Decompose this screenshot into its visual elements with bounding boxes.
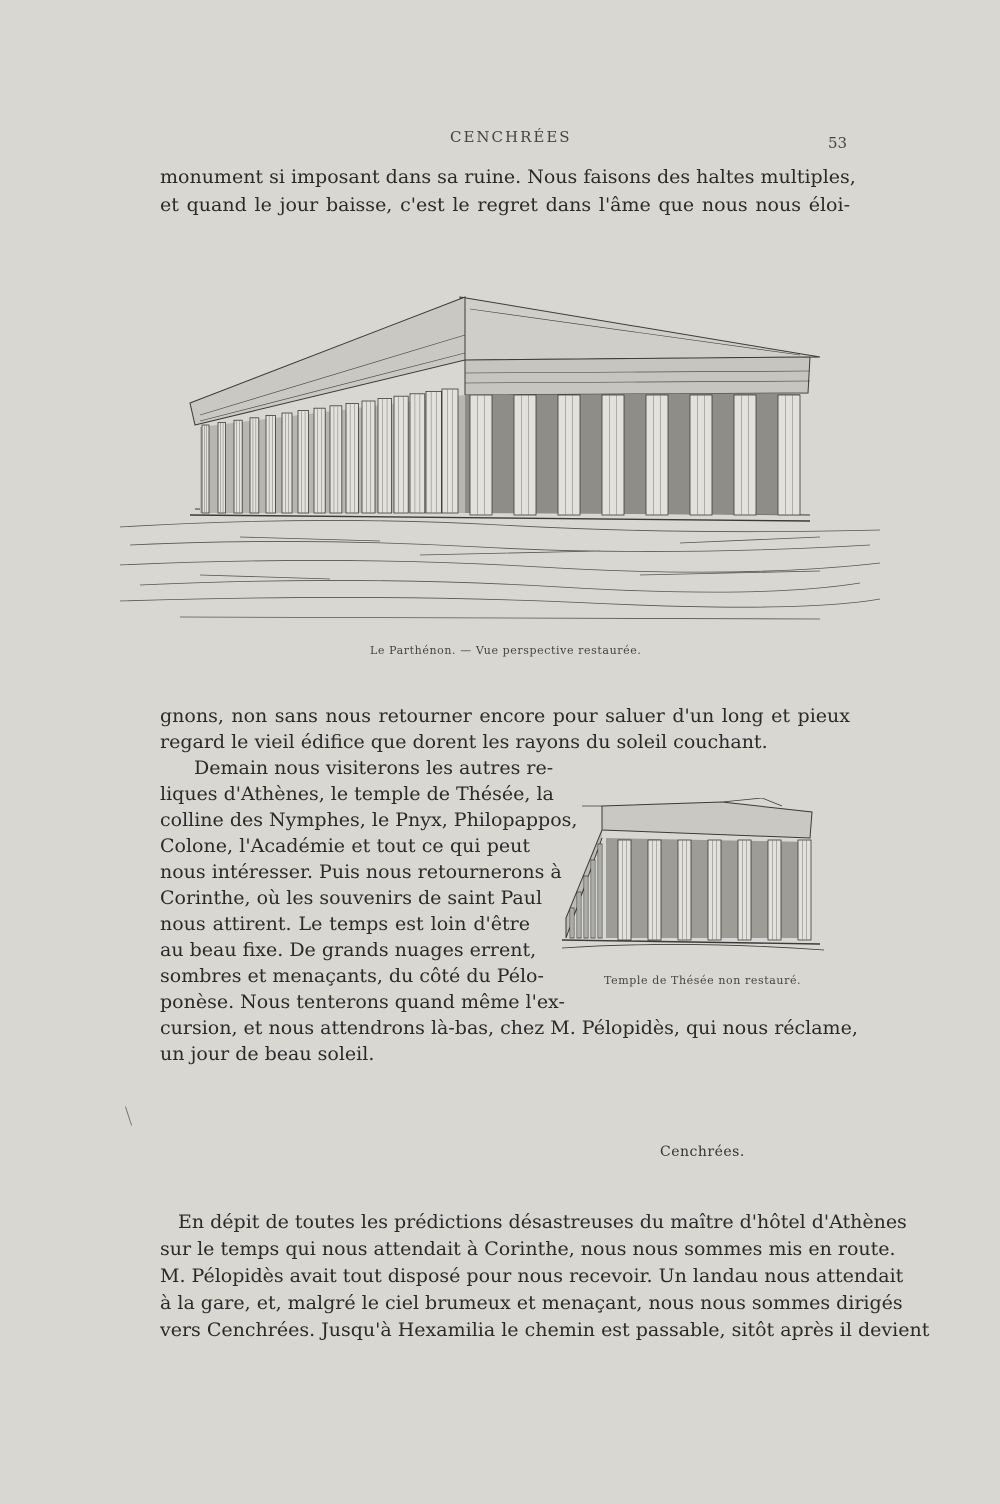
text-line: monument si imposant dans sa ruine. Nous faisons des haltes multiples,: [160, 166, 856, 188]
parthenon-column: [734, 395, 756, 515]
parthenon-column: [266, 415, 275, 513]
parthenon-column: [282, 413, 292, 513]
thesee-column: [798, 840, 811, 940]
text-line: En dépit de toutes les prédictions désastreuses du maître d'hôtel d'Athènes: [178, 1211, 907, 1233]
thesee-column: [591, 860, 595, 938]
figure-caption: Le Parthénon. — Vue perspective restaurée.: [370, 644, 642, 657]
text-line: Colone, l'Académie et tout ce qui peut: [160, 835, 530, 857]
parthenon-column: [558, 395, 580, 515]
page-number: 53: [828, 134, 848, 152]
thesee-column: [738, 840, 751, 940]
parthenon-column: [410, 394, 425, 513]
text-line: gnons, non sans nous retourner encore pour saluer d'un long et pieux: [160, 705, 850, 727]
text-line: M. Pélopidès avait tout disposé pour nous recevoir. Un landau nous attendait: [160, 1265, 904, 1287]
temple-thesee-illustration: [562, 798, 824, 956]
parthenon-column: [330, 406, 342, 513]
thesee-column: [708, 840, 721, 940]
text-line: nous attirent. Le temps est loin d'être: [160, 913, 530, 935]
text-line: liques d'Athènes, le temple de Thésée, la: [160, 783, 554, 805]
text-line: regard le vieil édifice que dorent les rayons du soleil couchant.: [160, 731, 768, 753]
parthenon-column: [218, 423, 226, 513]
parthenon-column: [646, 395, 668, 515]
thesee-column: [577, 892, 581, 938]
parthenon-column: [234, 420, 242, 513]
text-line: et quand le jour baisse, c'est le regret dans l'âme que nous nous éloi-: [160, 194, 850, 216]
thesee-column: [598, 844, 602, 938]
parthenon-column: [778, 395, 800, 515]
parthenon-illustration: [120, 245, 880, 635]
text-line: colline des Nymphes, le Pnyx, Philopappos,: [160, 809, 578, 831]
text-line: au beau fixe. De grands nuages errent,: [160, 939, 537, 961]
thesee-column: [768, 840, 781, 940]
thesee-column: [678, 840, 691, 940]
parthenon-column: [514, 395, 536, 515]
parthenon-column: [314, 408, 325, 513]
thesee-column: [648, 840, 661, 940]
stray-mark: [125, 1106, 132, 1125]
text-line: vers Cenchrées. Jusqu'à Hexamilia le chemin est passable, sitôt après il devient: [160, 1319, 930, 1341]
text-line: cursion, et nous attendrons là-bas, chez M. Pélopidès, qui nous réclame,: [160, 1017, 858, 1039]
thesee-column: [570, 908, 574, 938]
parthenon-column: [394, 396, 408, 513]
thesee-column: [584, 876, 588, 938]
thesee-column: [618, 840, 631, 940]
parthenon-column: [202, 425, 209, 513]
text-line: nous intéresser. Puis nous retournerons à: [160, 861, 562, 883]
parthenon-column: [346, 403, 358, 513]
text-line: sur le temps qui nous attendait à Corinthe, nous nous sommes mis en route.: [160, 1238, 896, 1260]
parthenon-column: [362, 401, 375, 513]
text-line: un jour de beau soleil.: [160, 1043, 375, 1065]
parthenon-column: [470, 395, 492, 515]
text-line: à la gare, et, malgré le ciel brumeux et menaçant, nous nous sommes dirigés: [160, 1292, 903, 1314]
parthenon-column: [442, 389, 458, 513]
parthenon-column: [378, 399, 392, 513]
section-heading: Cenchrées.: [660, 1144, 745, 1160]
parthenon-column: [250, 418, 259, 513]
parthenon-column: [298, 411, 309, 513]
running-title: CENCHRÉES: [450, 128, 572, 146]
text-line: Demain nous visiterons les autres re-: [194, 757, 554, 779]
text-line: ponèse. Nous tenterons quand même l'ex-: [160, 991, 565, 1013]
text-line: Corinthe, où les souvenirs de saint Paul: [160, 887, 543, 909]
parthenon-column: [426, 391, 441, 513]
parthenon-column: [690, 395, 712, 515]
text-line: sombres et menaçants, du côté du Pélo-: [160, 965, 544, 987]
figure-caption: Temple de Thésée non restauré.: [604, 974, 802, 987]
parthenon-column: [602, 395, 624, 515]
